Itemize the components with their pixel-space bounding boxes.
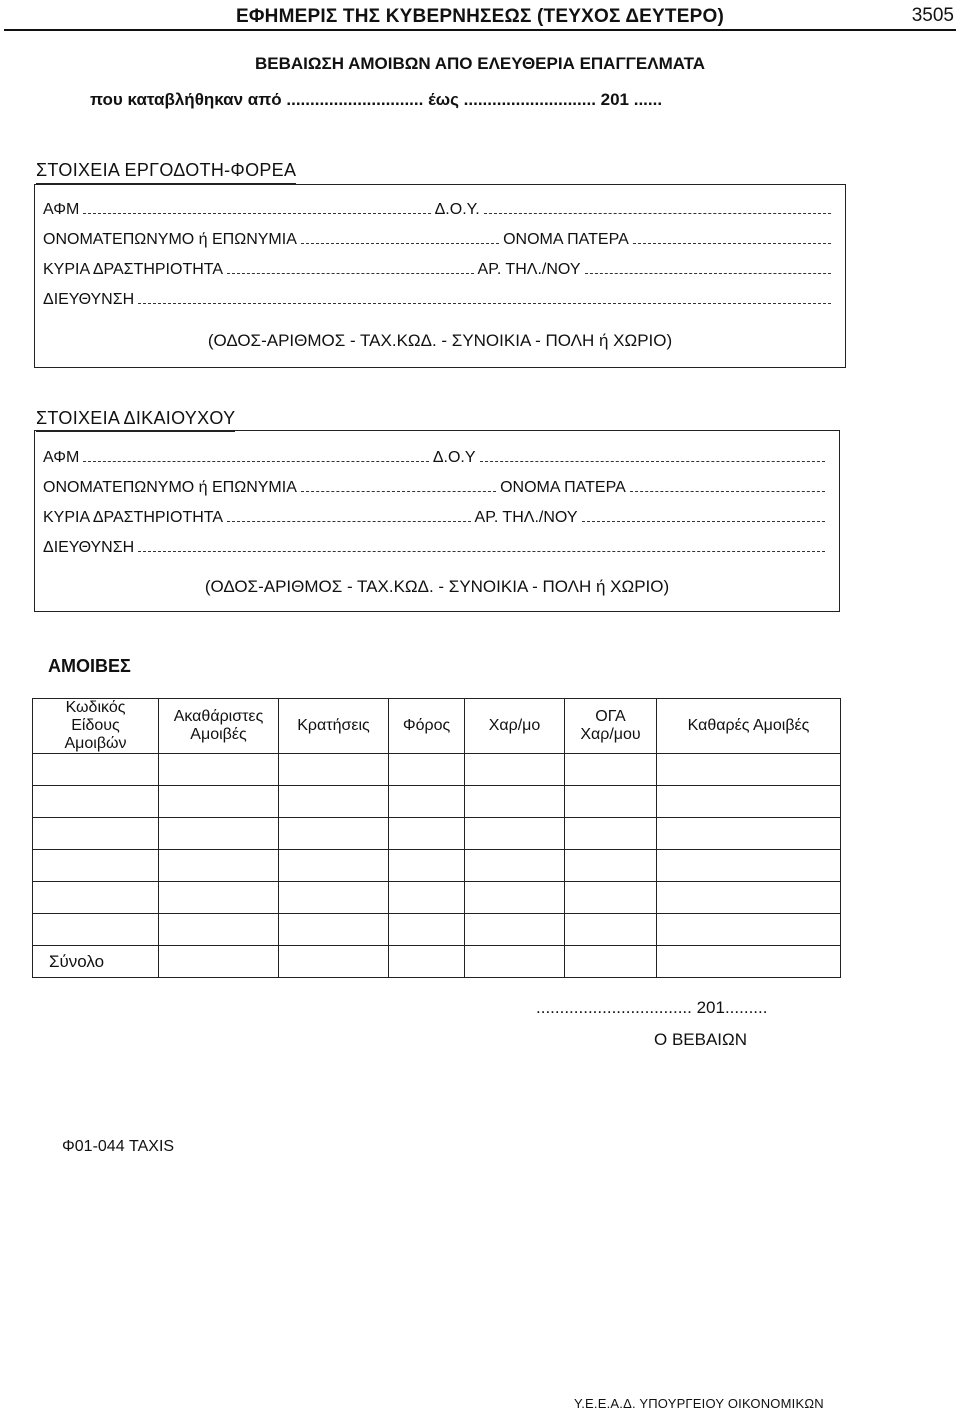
employer-row-address [43,291,835,313]
employer-doy-field[interactable] [484,201,831,214]
fees-table [32,698,841,978]
total-cell[interactable] [657,946,841,978]
employer-activity-label: ΚΥΡΙΑ ΔΡΑΣΤΗΡΙΟΤΗΤΑ [43,261,224,278]
employer-heading-text: ΣΤΟΙΧΕΙΑ ΕΡΓΟΔΟΤΗ-ΦΟΡΕΑ [36,160,297,180]
table-cell[interactable] [565,850,657,882]
beneficiary-phone-field[interactable] [582,509,826,522]
beneficiary-afm-label: ΑΦΜ [43,449,80,466]
table-cell[interactable] [565,818,657,850]
table-cell[interactable] [33,818,159,850]
table-cell[interactable] [159,914,279,946]
form-code: Φ01-044 TAXIS [62,1138,175,1155]
employer-afm-label: ΑΦΜ [43,201,80,218]
col-oga-line2: Χαρ/μου [580,726,641,743]
footer-publisher: Υ.Ε.Ε.Α.Δ. ΥΠΟΥΡΓΕΙΟΥ ΟΙΚΟΝΟΜΙΚΩΝ [574,1396,824,1411]
table-cell[interactable] [465,882,565,914]
table-cell[interactable] [465,786,565,818]
table-cell[interactable] [657,850,841,882]
table-cell[interactable] [159,818,279,850]
col-fee-code-line2: Είδους [71,717,120,734]
table-cell[interactable] [389,754,465,786]
table-cell[interactable] [465,754,565,786]
employer-address-hint: (ΟΔΟΣ-ΑΡΙΘΜΟΣ - ΤΑΧ.ΚΩΔ. - ΣΥΝΟΙΚΙΑ - ΠΟΛΗ ή ΧΩΡΙΟ) [207,331,673,350]
total-cell[interactable] [565,946,657,978]
employer-father-label: ΟΝΟΜΑ ΠΑΤΕΡΑ [503,231,629,248]
fees-header-row [33,699,841,754]
employer-row-name [43,231,835,253]
table-cell[interactable] [389,850,465,882]
table-cell[interactable] [33,850,159,882]
beneficiary-name-label: ΟΝΟΜΑΤΕΠΩΝΥΜΟ ή ΕΠΩΝΥΜΙΑ [43,479,297,496]
table-cell[interactable] [279,786,389,818]
table-row [33,850,841,882]
table-cell[interactable] [159,882,279,914]
total-label: Σύνολο [33,946,159,978]
table-cell[interactable] [657,754,841,786]
table-cell[interactable] [565,786,657,818]
table-row [33,882,841,914]
signature-date-line[interactable]: ................................. 201......... [536,998,768,1017]
beneficiary-activity-field[interactable] [227,509,471,522]
gazette-header [0,0,960,34]
page-number: 3505 [911,5,954,26]
beneficiary-father-field[interactable] [630,479,825,492]
beneficiary-father-label: ΟΝΟΜΑ ΠΑΤΕΡΑ [500,479,626,496]
table-cell[interactable] [389,882,465,914]
col-deductions: Κρατήσεις [279,699,389,754]
table-row [33,818,841,850]
col-oga [565,699,657,754]
table-row [33,786,841,818]
table-cell[interactable] [465,914,565,946]
beneficiary-phone-label: ΑΡ. ΤΗΛ./ΝΟΥ [474,509,578,526]
col-gross-line1: Ακαθάριστες [173,708,264,725]
table-cell[interactable] [159,786,279,818]
employer-father-field[interactable] [633,231,831,244]
employer-phone-label: ΑΡ. ΤΗΛ./ΝΟΥ [477,261,581,278]
beneficiary-row-address [43,539,829,561]
total-cell[interactable] [389,946,465,978]
table-cell[interactable] [279,754,389,786]
col-oga-line1: ΟΓΑ [595,708,626,725]
col-fee-code-line3: Αμοιβών [64,735,127,752]
table-cell[interactable] [389,818,465,850]
table-cell[interactable] [565,882,657,914]
table-cell[interactable] [389,914,465,946]
beneficiary-box [34,430,840,612]
fees-title: ΑΜΟΙΒΕΣ [48,656,131,676]
table-cell[interactable] [279,882,389,914]
beneficiary-address-field[interactable] [138,539,825,552]
employer-name-field[interactable] [301,231,499,244]
employer-activity-field[interactable] [227,261,474,274]
beneficiary-address-hint: (ΟΔΟΣ-ΑΡΙΘΜΟΣ - ΤΑΧ.ΚΩΔ. - ΣΥΝΟΙΚΙΑ - ΠΟΛΗ ή ΧΩΡΙΟ) [204,577,670,596]
total-row [33,946,841,978]
beneficiary-name-field[interactable] [301,479,496,492]
beneficiary-activity-label: ΚΥΡΙΑ ΔΡΑΣΤΗΡΙΟΤΗΤΑ [43,509,224,526]
table-cell[interactable] [657,914,841,946]
employer-phone-field[interactable] [585,261,832,274]
col-fee-code [33,699,159,754]
col-gross-line2: Αμοιβές [190,726,247,743]
col-net: Καθαρές Αμοιβές [657,699,841,754]
employer-heading [36,160,296,181]
table-cell[interactable] [159,850,279,882]
table-cell[interactable] [279,914,389,946]
table-cell[interactable] [465,850,565,882]
document-title: ΒΕΒΑΙΩΣΗ ΑΜΟΙΒΩΝ ΑΠΟ ΕΛΕΥΘΕΡΙΑ ΕΠΑΓΓΕΛΜΑΤΑ [254,54,706,73]
table-cell[interactable] [279,818,389,850]
table-cell[interactable] [33,786,159,818]
beneficiary-doy-label: Δ.Ο.Υ [432,449,476,466]
employer-address-label: ΔΙΕΥΘΥΝΣΗ [43,291,135,308]
employer-doy-label: Δ.Ο.Υ. [434,201,480,218]
table-cell[interactable] [279,850,389,882]
employer-row-afm [43,201,835,223]
table-cell[interactable] [657,786,841,818]
table-row [33,754,841,786]
col-tax: Φόρος [389,699,465,754]
table-cell[interactable] [33,754,159,786]
employer-address-field[interactable] [138,291,831,304]
period-line: που καταβλήθηκαν από ............................. έως ............................ 201 ...... [90,90,663,109]
col-fee-code-line1: Κωδικός [65,699,126,716]
beneficiary-doy-field[interactable] [480,449,826,462]
total-cell[interactable] [279,946,389,978]
beneficiary-row-name [43,479,829,501]
employer-row-activity [43,261,835,283]
beneficiary-row-afm [43,449,829,471]
total-cell[interactable] [159,946,279,978]
table-cell[interactable] [657,818,841,850]
beneficiary-heading-text: ΣΤΟΙΧΕΙΑ ΔΙΚΑΙΟΥΧΟΥ [36,408,236,428]
beneficiary-heading [36,408,235,429]
employer-name-label: ΟΝΟΜΑΤΕΠΩΝΥΜΟ ή ΕΠΩΝΥΜΙΑ [43,231,297,248]
table-cell[interactable] [33,882,159,914]
beneficiary-row-activity [43,509,829,531]
table-cell[interactable] [33,914,159,946]
table-cell[interactable] [565,754,657,786]
table-cell[interactable] [657,882,841,914]
employer-box [34,184,846,368]
table-cell[interactable] [465,818,565,850]
table-cell[interactable] [159,754,279,786]
col-gross [159,699,279,754]
header-rule [4,29,956,31]
signer-label: Ο ΒΕΒΑΙΩΝ [654,1030,748,1049]
table-cell[interactable] [565,914,657,946]
table-row [33,914,841,946]
beneficiary-afm-field[interactable] [83,449,429,462]
table-cell[interactable] [389,786,465,818]
col-stamp: Χαρ/μο [465,699,565,754]
employer-afm-field[interactable] [83,201,430,214]
gazette-title: ΕΦΗΜΕΡΙΣ ΤΗΣ ΚΥΒΕΡΝΗΣΕΩΣ (ΤΕΥΧΟΣ ΔΕΥΤΕΡΟ) [236,6,724,27]
beneficiary-address-label: ΔΙΕΥΘΥΝΣΗ [43,539,135,556]
total-cell[interactable] [465,946,565,978]
